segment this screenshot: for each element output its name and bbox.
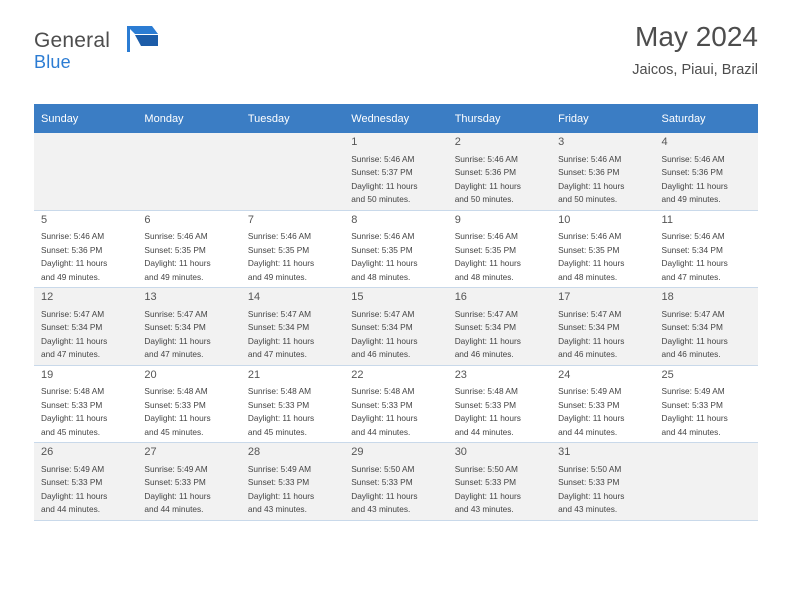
day-sun-info	[558, 230, 649, 284]
day-number: 12	[41, 291, 54, 303]
day-info-line: Daylight: 11 hours	[41, 335, 108, 346]
day-sun-info	[558, 385, 649, 439]
day-info-line: Daylight: 11 hours	[144, 490, 211, 501]
calendar-day-cell-empty	[137, 133, 240, 210]
day-sun-info	[248, 230, 339, 284]
day-info-line: Daylight: 11 hours	[247, 335, 315, 346]
day-info-line: Sunset: 5:35 PM	[247, 244, 310, 255]
day-sun-info	[558, 153, 649, 207]
day-info-line: and 50 minutes.	[454, 194, 514, 205]
day-sun-info	[455, 463, 546, 517]
day-info-line: Sunset: 5:36 PM	[558, 167, 620, 178]
day-info-line: and 43 minutes.	[351, 504, 411, 515]
day-info-line: and 48 minutes.	[351, 271, 411, 282]
day-info-line: Daylight: 11 hours	[558, 335, 625, 346]
day-info-line: and 45 minutes.	[41, 426, 101, 437]
day-info-line: Sunset: 5:37 PM	[351, 167, 413, 178]
day-info-line: Daylight: 11 hours	[454, 180, 521, 191]
day-info-line: Sunrise: 5:49 AM	[144, 463, 208, 474]
day-info-line: and 47 minutes.	[144, 349, 204, 360]
day-number: 9	[454, 213, 461, 226]
day-info-line: and 47 minutes.	[661, 271, 721, 282]
day-info-line: Sunset: 5:35 PM	[144, 244, 206, 255]
calendar-day-cell[interactable]	[551, 443, 654, 521]
day-info-line: Sunset: 5:33 PM	[144, 477, 206, 488]
day-info-line: Daylight: 11 hours	[558, 180, 625, 191]
calendar-day-cell[interactable]	[448, 365, 551, 443]
day-info-line: and 44 minutes.	[351, 426, 411, 437]
day-info-line: and 47 minutes.	[41, 349, 101, 360]
day-info-line: and 49 minutes.	[247, 271, 307, 282]
calendar-day-cell[interactable]	[241, 443, 344, 521]
day-info-line: Sunrise: 5:49 AM	[661, 386, 725, 397]
day-info-line: Daylight: 11 hours	[351, 413, 418, 424]
day-info-line: Daylight: 11 hours	[144, 258, 211, 269]
day-number: 24	[558, 368, 571, 381]
day-info-line: Sunrise: 5:46 AM	[144, 231, 208, 242]
day-info-line: and 45 minutes.	[144, 426, 204, 437]
day-sun-info	[662, 385, 753, 439]
calendar-day-cell[interactable]	[34, 365, 137, 443]
day-sun-info	[144, 230, 235, 284]
day-number: 19	[41, 368, 54, 381]
day-number: 2	[454, 136, 461, 148]
day-info-line: and 48 minutes.	[454, 271, 514, 282]
day-number: 17	[558, 291, 571, 303]
day-info-line: and 43 minutes.	[558, 504, 618, 515]
day-info-line: Sunrise: 5:50 AM	[454, 463, 518, 474]
calendar-day-cell[interactable]	[655, 210, 758, 288]
calendar-day-cell[interactable]	[344, 210, 447, 288]
day-sun-info	[662, 230, 753, 284]
day-info-line: Daylight: 11 hours	[454, 413, 521, 424]
calendar-day-cell[interactable]	[344, 133, 447, 210]
calendar-week-row	[34, 365, 758, 443]
day-info-line: Sunset: 5:33 PM	[558, 477, 620, 488]
day-info-line: Daylight: 11 hours	[661, 258, 728, 269]
day-info-line: and 44 minutes.	[661, 426, 721, 437]
day-info-line: Sunrise: 5:46 AM	[41, 231, 105, 242]
day-info-line: and 46 minutes.	[454, 349, 514, 360]
day-info-line: Daylight: 11 hours	[351, 180, 418, 191]
day-info-line: and 44 minutes.	[454, 426, 514, 437]
day-sun-info	[455, 153, 546, 207]
day-number: 25	[661, 368, 674, 381]
day-info-line: and 50 minutes.	[558, 194, 618, 205]
day-number: 11	[661, 213, 673, 226]
day-info-line: Daylight: 11 hours	[351, 258, 418, 269]
day-info-line: Daylight: 11 hours	[558, 413, 625, 424]
brand-name-blue: Blue	[34, 52, 71, 72]
day-info-line: Sunrise: 5:47 AM	[558, 308, 622, 319]
day-info-line: Sunset: 5:34 PM	[41, 322, 103, 333]
weekday-header-tuesday: Tuesday	[241, 104, 344, 133]
day-number: 22	[351, 368, 364, 381]
day-number: 15	[351, 291, 364, 303]
day-info-line: and 46 minutes.	[351, 349, 411, 360]
day-sun-info	[558, 308, 649, 362]
day-info-line: Sunrise: 5:46 AM	[351, 231, 415, 242]
page-title: May 2024	[635, 21, 758, 52]
weekday-header-monday: Monday	[137, 104, 240, 133]
day-info-line: Sunset: 5:34 PM	[661, 244, 723, 255]
day-info-line: Sunrise: 5:50 AM	[351, 463, 415, 474]
day-info-line: Sunrise: 5:46 AM	[558, 231, 622, 242]
day-info-line: Sunrise: 5:46 AM	[661, 153, 725, 164]
day-info-line: Sunset: 5:33 PM	[41, 477, 103, 488]
calendar-day-cell[interactable]	[241, 288, 344, 366]
day-info-line: Sunrise: 5:46 AM	[661, 231, 725, 242]
day-sun-info	[41, 230, 132, 284]
calendar-day-cell[interactable]	[655, 365, 758, 443]
day-info-line: Daylight: 11 hours	[247, 258, 315, 269]
day-info-line: Sunrise: 5:50 AM	[558, 463, 622, 474]
day-number: 13	[144, 291, 157, 303]
day-info-line: Sunset: 5:33 PM	[661, 399, 723, 410]
weekday-header-sunday: Sunday	[34, 104, 137, 133]
calendar-day-cell[interactable]	[551, 288, 654, 366]
calendar-day-cell[interactable]	[137, 443, 240, 521]
day-info-line: and 48 minutes.	[558, 271, 618, 282]
day-info-line: and 44 minutes.	[558, 426, 618, 437]
calendar-day-cell[interactable]	[551, 365, 654, 443]
day-sun-info	[558, 463, 649, 517]
calendar-day-cell[interactable]	[241, 210, 344, 288]
day-info-line: and 49 minutes.	[41, 271, 101, 282]
day-number: 26	[41, 446, 54, 458]
day-number: 18	[661, 291, 674, 303]
calendar-day-cell-empty	[34, 133, 137, 210]
day-info-line: Sunrise: 5:46 AM	[247, 231, 312, 242]
day-sun-info	[662, 308, 753, 362]
day-info-line: and 49 minutes.	[144, 271, 204, 282]
day-info-line: Sunrise: 5:47 AM	[41, 308, 105, 319]
calendar-day-cell[interactable]	[137, 288, 240, 366]
day-number: 3	[558, 136, 565, 148]
day-info-line: Sunrise: 5:47 AM	[247, 308, 312, 319]
day-info-line: and 49 minutes.	[661, 194, 721, 205]
calendar-day-cell[interactable]	[655, 288, 758, 366]
day-info-line: Sunrise: 5:48 AM	[41, 386, 105, 397]
day-info-line: Sunrise: 5:46 AM	[454, 153, 518, 164]
calendar-day-cell[interactable]	[344, 365, 447, 443]
day-info-line: Daylight: 11 hours	[661, 180, 728, 191]
weekday-header-friday: Friday	[551, 104, 654, 133]
calendar-week-row	[34, 210, 758, 288]
day-sun-info	[351, 385, 442, 439]
day-info-line: Sunset: 5:33 PM	[144, 399, 206, 410]
day-info-line: Daylight: 11 hours	[661, 335, 728, 346]
day-info-line: Sunset: 5:35 PM	[454, 244, 517, 255]
day-info-line: Sunset: 5:33 PM	[454, 399, 517, 410]
day-sun-info	[351, 153, 442, 207]
day-info-line: Sunset: 5:36 PM	[661, 167, 723, 178]
calendar-day-cell[interactable]	[448, 133, 551, 210]
day-info-line: Sunset: 5:34 PM	[558, 322, 620, 333]
day-info-line: Sunset: 5:33 PM	[41, 399, 103, 410]
calendar-day-cell[interactable]	[344, 288, 447, 366]
day-info-line: Sunrise: 5:49 AM	[558, 386, 622, 397]
day-sun-info	[248, 463, 339, 517]
day-info-line: Sunrise: 5:48 AM	[351, 386, 415, 397]
day-info-line: Sunset: 5:33 PM	[247, 477, 310, 488]
day-info-line: Sunset: 5:34 PM	[351, 322, 413, 333]
calendar-day-cell[interactable]	[137, 365, 240, 443]
day-info-line: Sunrise: 5:48 AM	[144, 386, 208, 397]
weekday-header-wednesday: Wednesday	[344, 104, 447, 133]
calendar-day-cell[interactable]	[448, 210, 551, 288]
day-info-line: Sunrise: 5:47 AM	[454, 308, 518, 319]
location-subtitle: Jaicos, Piaui, Brazil	[632, 61, 758, 78]
day-info-line: Daylight: 11 hours	[41, 413, 108, 424]
day-sun-info	[248, 308, 339, 362]
day-sun-info	[351, 230, 442, 284]
day-info-line: Daylight: 11 hours	[661, 413, 728, 424]
day-sun-info	[662, 153, 753, 207]
day-sun-info	[144, 385, 235, 439]
day-number: 1	[351, 136, 358, 148]
weekday-header-saturday: Saturday	[655, 104, 758, 133]
calendar-day-cell[interactable]	[448, 443, 551, 521]
day-info-line: Sunrise: 5:47 AM	[661, 308, 725, 319]
calendar-day-cell[interactable]	[551, 210, 654, 288]
day-info-line: Sunset: 5:33 PM	[558, 399, 620, 410]
calendar-day-cell[interactable]	[448, 288, 551, 366]
day-number: 6	[144, 213, 151, 226]
day-number: 20	[144, 368, 157, 381]
day-number: 27	[144, 446, 157, 458]
calendar-week-row	[34, 288, 758, 366]
day-sun-info	[455, 230, 546, 284]
day-sun-info	[455, 385, 546, 439]
calendar-body	[34, 133, 758, 520]
calendar-week-row	[34, 133, 758, 210]
day-sun-info	[248, 385, 339, 439]
brand-name-general: General	[34, 29, 111, 52]
day-info-line: Sunrise: 5:48 AM	[454, 386, 518, 397]
calendar-table	[34, 104, 758, 521]
calendar-day-cell[interactable]	[137, 210, 240, 288]
day-info-line: Daylight: 11 hours	[41, 490, 108, 501]
day-info-line: and 44 minutes.	[144, 504, 204, 515]
day-info-line: Sunset: 5:33 PM	[351, 477, 413, 488]
day-info-line: Sunset: 5:36 PM	[454, 167, 517, 178]
calendar-week-row	[34, 443, 758, 521]
day-info-line: Daylight: 11 hours	[454, 490, 521, 501]
day-info-line: Daylight: 11 hours	[144, 413, 211, 424]
day-info-line: Sunrise: 5:49 AM	[41, 463, 105, 474]
day-info-line: Sunset: 5:33 PM	[351, 399, 413, 410]
weekday-header-row	[34, 104, 758, 133]
weekday-header-thursday: Thursday	[448, 104, 551, 133]
day-info-line: Daylight: 11 hours	[247, 490, 315, 501]
day-info-line: Sunrise: 5:46 AM	[351, 153, 415, 164]
day-info-line: Daylight: 11 hours	[454, 335, 521, 346]
day-number: 10	[558, 213, 571, 226]
day-number: 23	[454, 368, 467, 381]
day-info-line: Sunset: 5:35 PM	[558, 244, 620, 255]
day-info-line: Daylight: 11 hours	[454, 258, 521, 269]
day-number: 28	[247, 446, 261, 458]
calendar-day-cell-empty	[241, 133, 344, 210]
day-sun-info	[41, 463, 132, 517]
day-sun-info	[144, 463, 235, 517]
day-number: 30	[454, 446, 467, 458]
day-info-line: Sunset: 5:34 PM	[144, 322, 206, 333]
day-number: 21	[247, 368, 261, 381]
day-info-line: Sunrise: 5:46 AM	[558, 153, 622, 164]
calendar-day-cell[interactable]	[551, 133, 654, 210]
day-info-line: Daylight: 11 hours	[558, 490, 625, 501]
calendar-day-cell-empty	[655, 443, 758, 521]
day-info-line: Sunrise: 5:47 AM	[144, 308, 208, 319]
day-info-line: Daylight: 11 hours	[247, 413, 315, 424]
blue-flag-icon	[127, 26, 158, 52]
day-sun-info	[455, 308, 546, 362]
day-info-line: Sunset: 5:34 PM	[661, 322, 723, 333]
brand-logo[interactable]	[34, 30, 110, 71]
day-info-line: Daylight: 11 hours	[144, 335, 211, 346]
day-info-line: Daylight: 11 hours	[351, 335, 418, 346]
day-info-line: and 47 minutes.	[247, 349, 307, 360]
day-info-line: and 46 minutes.	[558, 349, 618, 360]
day-info-line: and 44 minutes.	[41, 504, 101, 515]
day-number: 8	[351, 213, 358, 226]
day-info-line: Daylight: 11 hours	[558, 258, 625, 269]
day-info-line: and 43 minutes.	[454, 504, 514, 515]
day-info-line: Sunset: 5:36 PM	[41, 244, 103, 255]
day-sun-info	[351, 308, 442, 362]
day-number: 16	[454, 291, 467, 303]
page-header	[34, 0, 758, 78]
day-info-line: Daylight: 11 hours	[41, 258, 108, 269]
day-info-line: Daylight: 11 hours	[351, 490, 418, 501]
day-info-line: and 50 minutes.	[351, 194, 411, 205]
day-info-line: and 46 minutes.	[661, 349, 721, 360]
day-info-line: Sunrise: 5:47 AM	[351, 308, 415, 319]
day-sun-info	[144, 308, 235, 362]
day-info-line: Sunrise: 5:46 AM	[454, 231, 518, 242]
day-info-line: Sunset: 5:34 PM	[247, 322, 310, 333]
day-info-line: Sunrise: 5:48 AM	[247, 386, 312, 397]
day-sun-info	[351, 463, 442, 517]
calendar-day-cell[interactable]	[344, 443, 447, 521]
day-number: 29	[351, 446, 364, 458]
day-info-line: and 43 minutes.	[247, 504, 307, 515]
day-number: 14	[247, 291, 261, 303]
calendar-day-cell[interactable]	[34, 288, 137, 366]
day-sun-info	[41, 385, 132, 439]
day-number: 31	[558, 446, 571, 458]
calendar-day-cell[interactable]	[241, 365, 344, 443]
calendar-day-cell[interactable]	[34, 210, 137, 288]
day-info-line: Sunrise: 5:49 AM	[247, 463, 312, 474]
day-number: 5	[41, 213, 48, 226]
calendar-day-cell[interactable]	[34, 443, 137, 521]
day-number: 7	[247, 213, 254, 226]
day-number: 4	[661, 136, 668, 148]
day-info-line: Sunset: 5:35 PM	[351, 244, 413, 255]
day-info-line: Sunset: 5:33 PM	[247, 399, 310, 410]
day-info-line: Sunset: 5:34 PM	[454, 322, 517, 333]
day-info-line: Sunset: 5:33 PM	[454, 477, 517, 488]
title-block	[632, 22, 758, 78]
day-sun-info	[41, 308, 132, 362]
day-info-line: and 45 minutes.	[247, 426, 307, 437]
calendar-day-cell[interactable]	[655, 133, 758, 210]
